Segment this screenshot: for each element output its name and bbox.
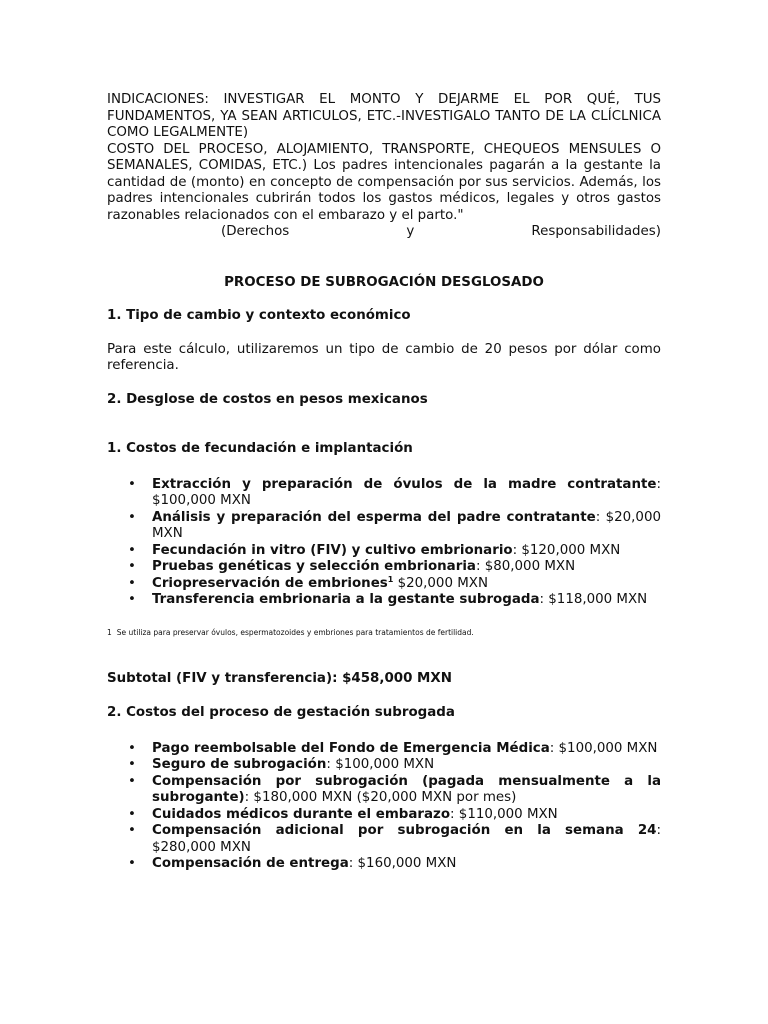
bullet-icon: • — [128, 856, 136, 871]
list-item: • Análisis y preparación del esperma del padre contratante: $20,000 MXN — [128, 509, 661, 541]
list-item: • Transferencia embrionaria a la gestante subrogada: $118,000 MXN — [128, 592, 648, 607]
rights-word-2: y — [406, 224, 415, 239]
bullet-icon: • — [128, 476, 136, 492]
list-item: • Fecundación in vitro (FIV) y cultivo embrionario: $120,000 MXN — [128, 542, 621, 558]
bullet-icon: • — [128, 806, 136, 822]
list-item: • Pago reembolsable del Fondo de Emergencia Médica: $100,000 MXN — [128, 740, 658, 756]
bullet-icon: • — [128, 773, 136, 789]
rights-word-1: (Derechos — [221, 224, 290, 239]
footnote — [107, 628, 661, 638]
list-item: • Pruebas genéticas y selección embrionaria: $80,000 MXN — [128, 559, 576, 574]
bullet-icon: • — [128, 575, 136, 591]
bullet-icon: • — [128, 559, 136, 574]
bullet-icon: • — [128, 542, 136, 558]
section2-heading: 2. Desglose de costos en pesos mexicanos — [107, 391, 428, 407]
subtotal: Subtotal (FIV y transferencia): $458,000 MXN — [107, 670, 452, 686]
document-title: PROCESO DE SUBROGACIÓN DESGLOSADO — [224, 274, 544, 290]
footnote-reference: 1 — [387, 574, 394, 584]
fecundacion-list — [107, 477, 661, 609]
list-item: • Criopreservación de embriones$^1$ $20,000 MXN — [128, 574, 488, 591]
bullet-icon: • — [128, 740, 136, 756]
bullet-icon: • — [128, 823, 136, 838]
list-item: • Compensación de entrega: $160,000 MXN — [128, 856, 457, 871]
gestacion-heading: 2. Costos del proceso de gestación subrogada — [107, 705, 455, 720]
section1-text: Para este cálculo, utilizaremos un tipo de cambio de 20 pesos por dólar como referencia. — [107, 341, 661, 373]
list-item: • Compensación por subrogación (pagada mensualmente a la subrogante): $180,000 MXN ($20,000 MXN por mes) — [128, 773, 661, 805]
list-item: • Compensación adicional por subrogación en la semana 24: $280,000 MXN — [128, 823, 661, 855]
fecundacion-heading: 1. Costos de fecundación e implantación — [107, 441, 413, 456]
list-item: • Extracción y preparación de óvulos de la madre contratante: $100,000 MXN — [128, 476, 661, 508]
footnote-text: Se utiliza para preservar óvulos, espermatozoides y embriones para tratamientos de fertilidad. — [116, 627, 474, 637]
cost-paragraph: COSTO DEL PROCESO, ALOJAMIENTO, TRANSPORTE, CHEQUEOS MENSULES O SEMANALES, COMIDAS, ETC.) Los padres intencionales pagarán a la gestante la cantidad de (monto) en concepto de compensación por sus servicios. Además, los padres intencionales cubrirán todos los gastos médicos, legales y otros gastos razonables relacionados con el embarazo y el parto." — [107, 141, 661, 223]
list-item: • Seguro de subrogación: $100,000 MXN — [128, 757, 435, 772]
rights-word-3: Responsabilidades) — [531, 224, 661, 239]
bullet-icon: • — [128, 509, 136, 525]
list-item: • Cuidados médicos durante el embarazo: $110,000 MXN — [128, 806, 558, 822]
bullet-icon: • — [128, 757, 136, 772]
instructions-paragraph: INDICACIONES: INVESTIGAR EL MONTO Y DEJARME EL POR QUÉ, TUS FUNDAMENTOS, YA SEAN ARTICULOS, ETC.-INVESTIGALO TANTO DE LA CLÍCLNICA COMO LEGALMENTE) — [107, 92, 661, 140]
section1-heading: 1. Tipo de cambio y contexto económico — [107, 308, 411, 323]
bullet-icon: • — [128, 592, 136, 607]
rights-line — [107, 224, 661, 241]
footnote-number: 1 — [107, 627, 112, 637]
gestacion-list — [107, 741, 661, 873]
